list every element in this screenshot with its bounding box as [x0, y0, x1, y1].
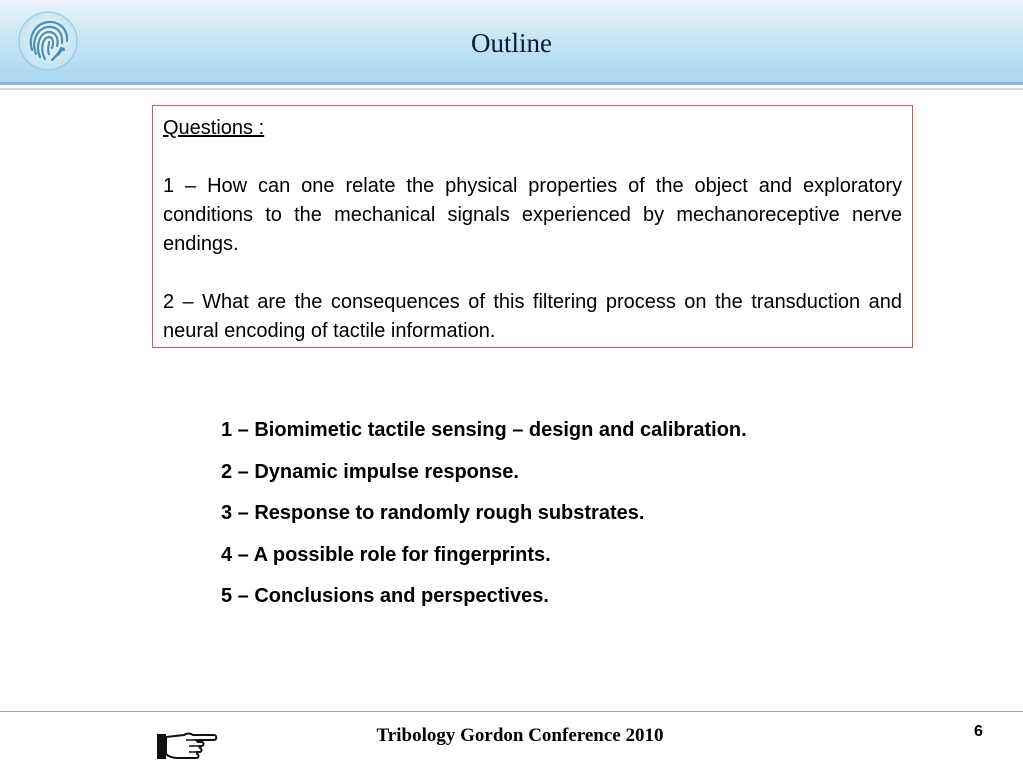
question-item: 2 – What are the consequences of this filtering process on the transduction and neural encoding of tactile information.	[163, 291, 902, 342]
question-item: 1 – How can one relate the physical properties of the object and exploratory conditions to the mechanical signals experienced by mechanoreceptive nerve endings.	[163, 175, 902, 255]
footer-divider	[0, 711, 1023, 712]
header-divider	[0, 82, 1023, 85]
header-divider-shadow	[0, 88, 1023, 90]
outline-item: 3 – Response to randomly rough substrates.	[221, 502, 645, 524]
footer-conference: Tribology Gordon Conference 2010	[376, 725, 664, 746]
slide-title: Outline	[471, 28, 552, 58]
outline-item: 1 – Biomimetic tactile sensing – design and calibration.	[221, 419, 747, 441]
outline-list	[221, 416, 747, 624]
page-number: 6	[974, 723, 983, 740]
outline-item: 2 – Dynamic impulse response.	[221, 460, 519, 483]
outline-item: 5 – Conclusions and perspectives.	[221, 585, 549, 607]
questions-box	[152, 105, 913, 348]
questions-heading: Questions :	[163, 117, 265, 139]
outline-item: 4 – A possible role for fingerprints.	[221, 543, 551, 566]
